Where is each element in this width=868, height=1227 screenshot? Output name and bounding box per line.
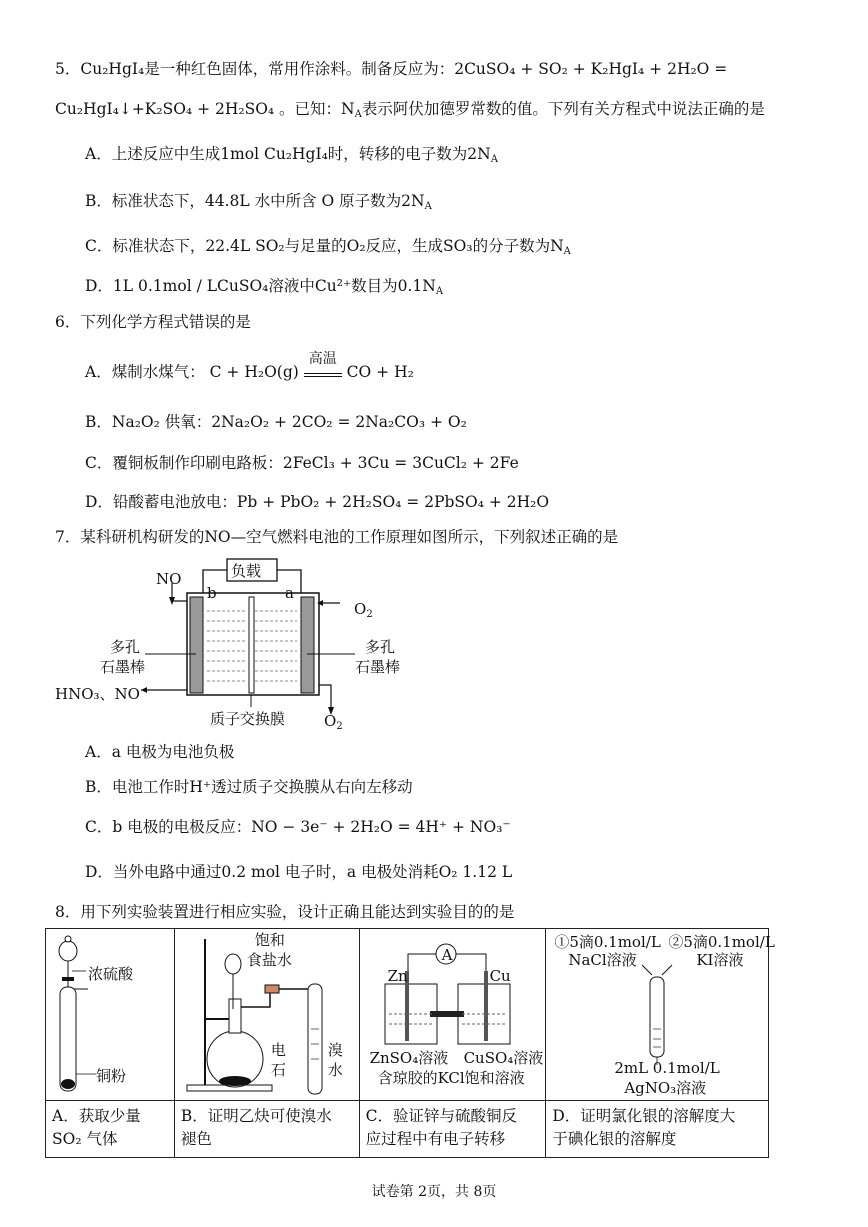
ki-label-1: ②5滴0.1mol/L [668,933,775,951]
q5-option-b: B．标准状态下，44.8L 水中所含 O 原子数为$2N_A$ [85,192,432,212]
agno3-label-1: 2mL 0.1mol/L [614,1059,720,1077]
porous-left-1: 多孔 [110,638,141,656]
bromine-label-1: 溴 [327,1041,343,1059]
porous-right-1: 多孔 [365,638,396,656]
porous-left-2: 石墨棒 [100,658,146,676]
znso4-label: ZnSO₄溶液 [369,1049,449,1067]
test-tube-d [650,977,664,1057]
q5-option-a: A．上述反应中生成1mol Cu₂HgI₄时，转移的电子数为$2N_A$ [85,145,498,165]
q7-option-b: B．电池工作时H⁺透过质子交换膜从右向左移动 [85,778,413,796]
q5-option-d: D．1L 0.1mol / LCuSO₄溶液中Cu²⁺数目为$0.1N_A$ [85,277,444,297]
salt-bridge [430,1011,464,1017]
ki-label-2: KI溶液 [696,951,744,969]
fig-c-cell [359,929,546,1101]
carbide-label-1: 电 [270,1041,286,1059]
caption-b: B．证明乙炔可使溴水 褪色 [174,1101,359,1158]
q5-stem-line2: Cu₂HgI₄↓+K₂SO₄ + 2H₂SO₄ 。已知：$N_A$表示阿伏加德罗常数的值。下列有关方程式中说法正确的是 [55,100,765,120]
q7-option-c: C．b 电极的电极反应：NO − 3e⁻ + 2H₂O = 4H⁺ + NO₃⁻ [85,818,511,836]
q6-option-a: A．煤制水煤气： C + H₂O(g) 高温 CO + H₂ [85,351,414,381]
electrode-b-label: b [207,584,217,602]
dropping-funnel [225,954,241,974]
q7-option-d: D．当外电路中通过0.2 mol 电子时，a 电极处消耗O₂ 1.12 L [85,863,513,881]
cu-label: Cu [489,967,511,985]
electrode-a-label: a [285,584,294,602]
outlet-label: HNO₃、NO [55,685,140,703]
q5-stem-line1: 5．Cu₂HgI₄是一种红色固体，常用作涂料。制备反应为：2CuSO₄ + SO₂ + K₂HgI₄ + 2H₂O = [55,60,728,78]
conc-sulfuric-acid-label: 浓硫酸 [88,965,134,983]
carbide-label-2: 石 [270,1061,286,1079]
q5-option-c: C．标准状态下，22.4L SO₂与足量的O₂反应，生成SO₃的分子数为$N_A$ [85,237,571,257]
reaction-condition: 高温 [304,365,342,377]
experiment-table [45,928,775,1158]
fig-b-cell [174,929,359,1101]
page-footer: 试卷第 2页，共 8页 [371,1184,497,1200]
bromine-label-2: 水 [327,1061,343,1079]
nacl-label-1: ①5滴0.1mol/L [554,933,661,951]
q7-stem: 7．某科研机构研发的NO—空气燃料电池的工作原理如图所示，下列叙述正确的是 [55,528,619,546]
caption-c: C．验证锌与硫酸铜反 应过程中有电子转移 [359,1101,546,1158]
o2-outlet-label: $O_2$ [324,712,343,732]
caption-d: D．证明氯化银的溶解度大 于碘化银的溶解度 [546,1101,769,1158]
bromine-tube [308,984,322,1094]
caption-a: A．获取少量 SO₂ 气体 [46,1101,175,1158]
ammeter-label: A [441,946,453,964]
cuso4-label: CuSO₄溶液 [463,1049,544,1067]
nacl-label-2: NaCl溶液 [568,951,637,969]
zn-label: Zn [387,967,408,985]
salt-bridge-label: 含琼胶的KCl饱和溶液 [377,1069,525,1087]
copper-powder-label: 铜粉 [96,1067,127,1085]
brine-label-2: 食盐水 [246,951,292,969]
brine-label-1: 饱和 [254,931,285,949]
o2-inlet-label: $O_2$ [354,600,373,620]
proton-exchange-membrane [249,597,254,693]
no-inlet-label: NO [156,570,182,588]
fuel-cell-diagram [55,553,395,733]
separatory-funnel [59,941,77,961]
q8-stem: 8．用下列实验装置进行相应实验，设计正确且能达到实验目的的是 [55,903,515,921]
membrane-label: 质子交换膜 [210,710,286,728]
q6-option-c: C．覆铜板制作印刷电路板：2FeCl₃ + 3Cu = 3CuCl₂ + 2Fe [85,454,519,472]
outlet-arrow [141,687,147,693]
copper-powder [61,1079,75,1089]
agno3-label-2: AgNO₃溶液 [624,1079,707,1097]
electrode-b [190,597,203,693]
load-label: 负载 [231,562,262,580]
q6-stem: 6．下列化学方程式错误的是 [55,313,251,331]
test-tube [60,987,76,1091]
q6-option-b: B．Na₂O₂ 供氧：2Na₂O₂ + 2CO₂ = 2Na₂CO₃ + O₂ [85,413,467,431]
fig-a-cell [46,929,175,1101]
q6-option-d: D．铅酸蓄电池放电：Pb + PbO₂ + 2H₂SO₄ = 2PbSO₄ + 2H₂O [85,493,550,511]
q7-option-a: A．a 电极为电池负极 [85,743,235,761]
porous-right-2: 石墨棒 [355,658,401,676]
calcium-carbide [219,1076,251,1086]
electrode-a [301,597,314,693]
fig-d-cell [546,929,775,1101]
